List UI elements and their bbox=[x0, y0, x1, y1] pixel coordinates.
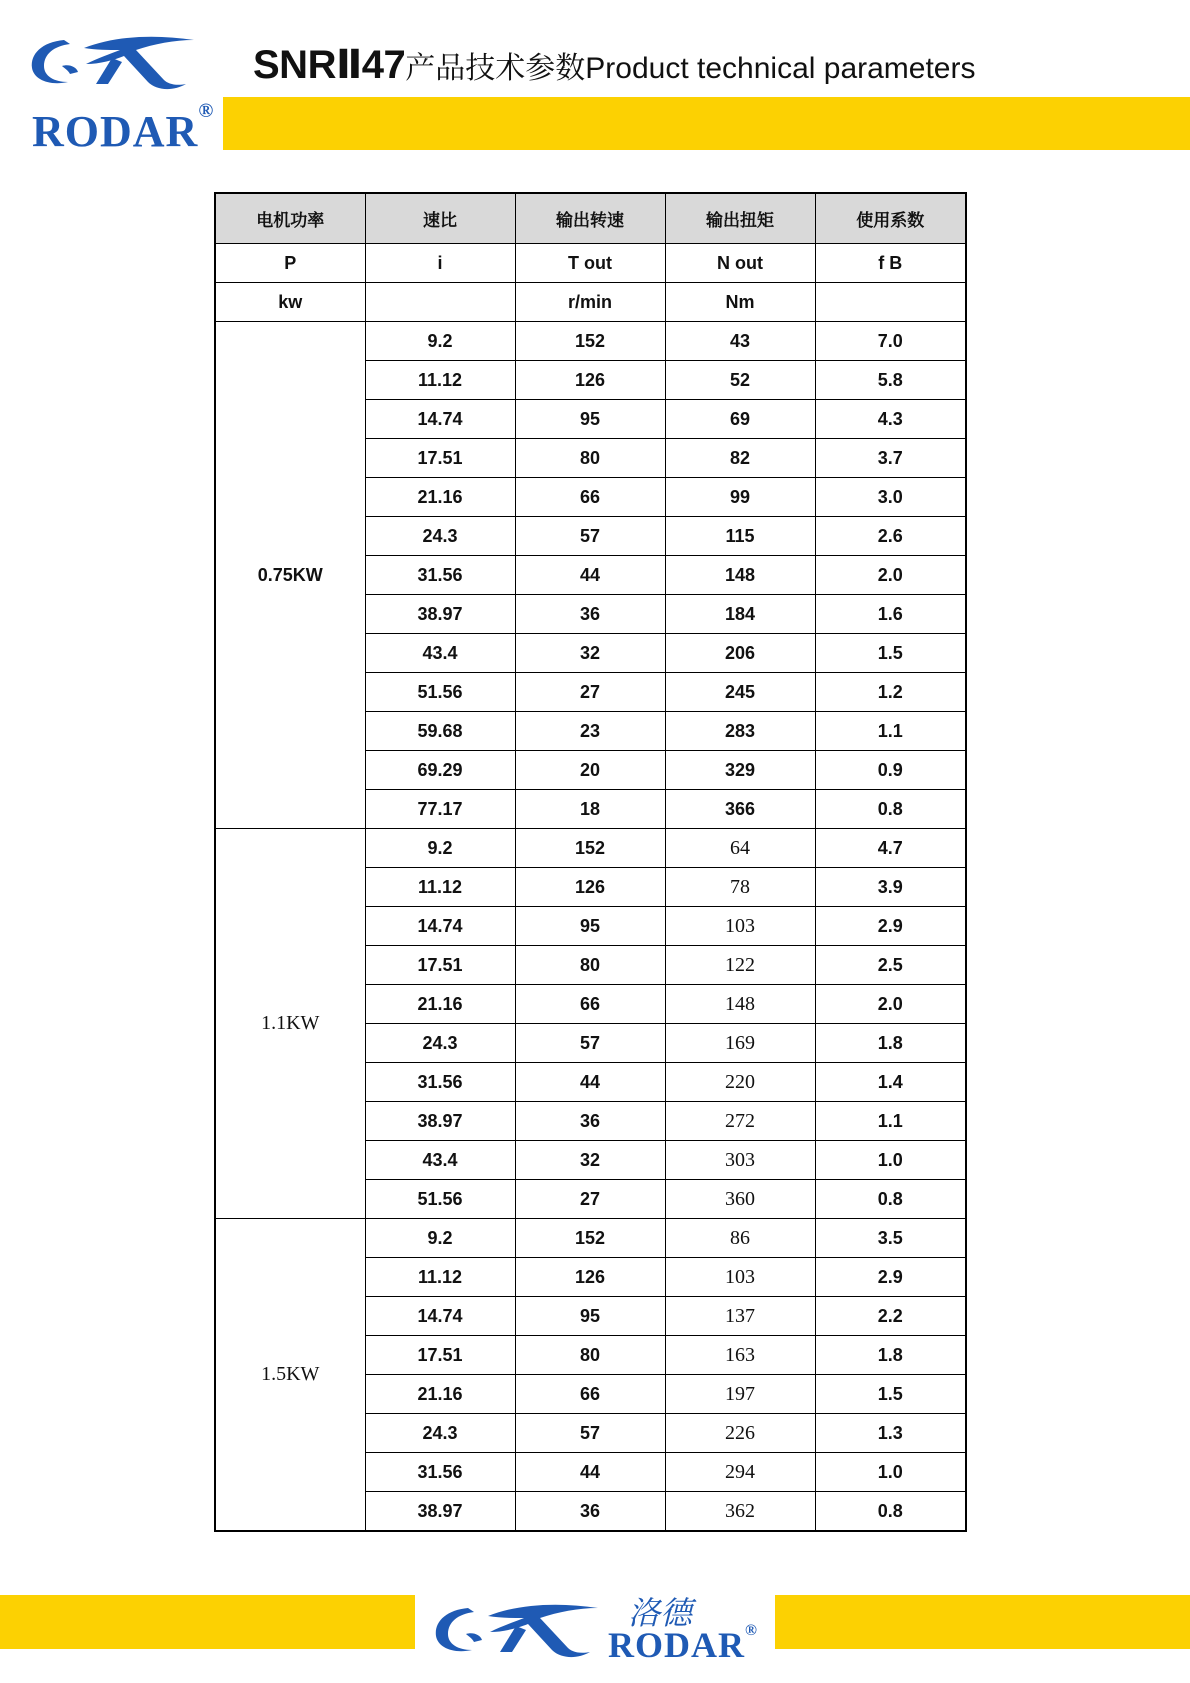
output-speed-cell: 66 bbox=[515, 1375, 665, 1414]
ratio-cell: 21.16 bbox=[365, 478, 515, 517]
service-factor-cell: 3.0 bbox=[815, 478, 966, 517]
output-speed-cell: 95 bbox=[515, 1297, 665, 1336]
service-factor-cell: 1.2 bbox=[815, 673, 966, 712]
rodar-logo bbox=[24, 28, 214, 158]
output-torque-cell: 69 bbox=[665, 400, 815, 439]
service-factor-cell: 4.7 bbox=[815, 829, 966, 868]
output-speed-cell: 152 bbox=[515, 322, 665, 361]
header-cell: 使用系数 bbox=[815, 193, 966, 244]
output-speed-cell: 44 bbox=[515, 556, 665, 595]
output-torque-cell: 52 bbox=[665, 361, 815, 400]
service-factor-cell: 2.5 bbox=[815, 946, 966, 985]
output-torque-cell: 362 bbox=[665, 1492, 815, 1532]
header-cell: r/min bbox=[515, 283, 665, 322]
service-factor-cell: 2.9 bbox=[815, 1258, 966, 1297]
ratio-cell: 21.16 bbox=[365, 985, 515, 1024]
output-torque-cell: 245 bbox=[665, 673, 815, 712]
header-cell: 电机功率 bbox=[215, 193, 365, 244]
output-speed-cell: 32 bbox=[515, 1141, 665, 1180]
page-title bbox=[253, 42, 976, 88]
output-torque-cell: 220 bbox=[665, 1063, 815, 1102]
motor-power-cell: 0.75KW bbox=[215, 322, 365, 829]
ratio-cell: 43.4 bbox=[365, 634, 515, 673]
output-speed-cell: 36 bbox=[515, 595, 665, 634]
service-factor-cell: 3.5 bbox=[815, 1219, 966, 1258]
output-torque-cell: 148 bbox=[665, 556, 815, 595]
service-factor-cell: 1.8 bbox=[815, 1336, 966, 1375]
ratio-cell: 11.12 bbox=[365, 361, 515, 400]
ratio-cell: 38.97 bbox=[365, 1492, 515, 1532]
service-factor-cell: 2.9 bbox=[815, 907, 966, 946]
output-speed-cell: 44 bbox=[515, 1063, 665, 1102]
ratio-cell: 24.3 bbox=[365, 1414, 515, 1453]
ratio-cell: 11.12 bbox=[365, 1258, 515, 1297]
output-speed-cell: 152 bbox=[515, 1219, 665, 1258]
output-speed-cell: 57 bbox=[515, 1414, 665, 1453]
output-torque-cell: 103 bbox=[665, 1258, 815, 1297]
service-factor-cell: 1.3 bbox=[815, 1414, 966, 1453]
output-speed-cell: 80 bbox=[515, 1336, 665, 1375]
output-torque-cell: 148 bbox=[665, 985, 815, 1024]
output-torque-cell: 283 bbox=[665, 712, 815, 751]
ratio-cell: 31.56 bbox=[365, 556, 515, 595]
output-torque-cell: 360 bbox=[665, 1180, 815, 1219]
output-speed-cell: 27 bbox=[515, 673, 665, 712]
output-speed-cell: 23 bbox=[515, 712, 665, 751]
output-torque-cell: 294 bbox=[665, 1453, 815, 1492]
ratio-cell: 51.56 bbox=[365, 673, 515, 712]
ratio-cell: 24.3 bbox=[365, 1024, 515, 1063]
service-factor-cell: 7.0 bbox=[815, 322, 966, 361]
header-cell: i bbox=[365, 244, 515, 283]
output-speed-cell: 95 bbox=[515, 400, 665, 439]
ratio-cell: 69.29 bbox=[365, 751, 515, 790]
header-cell: 速比 bbox=[365, 193, 515, 244]
ratio-cell: 17.51 bbox=[365, 1336, 515, 1375]
ratio-cell: 11.12 bbox=[365, 868, 515, 907]
output-torque-cell: 272 bbox=[665, 1102, 815, 1141]
output-speed-cell: 66 bbox=[515, 985, 665, 1024]
header-cell: f B bbox=[815, 244, 966, 283]
output-torque-cell: 86 bbox=[665, 1219, 815, 1258]
ratio-cell: 38.97 bbox=[365, 595, 515, 634]
ratio-cell: 14.74 bbox=[365, 1297, 515, 1336]
output-speed-cell: 152 bbox=[515, 829, 665, 868]
footer-accent-bar-right bbox=[775, 1595, 1190, 1649]
output-torque-cell: 206 bbox=[665, 634, 815, 673]
service-factor-cell: 1.4 bbox=[815, 1063, 966, 1102]
ratio-cell: 9.2 bbox=[365, 829, 515, 868]
output-torque-cell: 137 bbox=[665, 1297, 815, 1336]
ratio-cell: 21.16 bbox=[365, 1375, 515, 1414]
output-torque-cell: 43 bbox=[665, 322, 815, 361]
output-speed-cell: 18 bbox=[515, 790, 665, 829]
header-row-symbol bbox=[215, 244, 966, 283]
service-factor-cell: 1.0 bbox=[815, 1141, 966, 1180]
service-factor-cell: 5.8 bbox=[815, 361, 966, 400]
service-factor-cell: 0.8 bbox=[815, 1492, 966, 1532]
output-speed-cell: 32 bbox=[515, 634, 665, 673]
header-accent-bar bbox=[223, 97, 1190, 150]
output-speed-cell: 80 bbox=[515, 439, 665, 478]
motor-power-cell: 1.1KW bbox=[215, 829, 365, 1219]
service-factor-cell: 4.3 bbox=[815, 400, 966, 439]
ratio-cell: 77.17 bbox=[365, 790, 515, 829]
ratio-cell: 24.3 bbox=[365, 517, 515, 556]
ratio-cell: 14.74 bbox=[365, 907, 515, 946]
output-torque-cell: 184 bbox=[665, 595, 815, 634]
output-torque-cell: 366 bbox=[665, 790, 815, 829]
ratio-cell: 17.51 bbox=[365, 439, 515, 478]
header-cell: N out bbox=[665, 244, 815, 283]
service-factor-cell: 1.8 bbox=[815, 1024, 966, 1063]
output-torque-cell: 115 bbox=[665, 517, 815, 556]
header-cell bbox=[815, 283, 966, 322]
spec-table bbox=[214, 192, 967, 1532]
header-row-cn bbox=[215, 193, 966, 244]
output-speed-cell: 126 bbox=[515, 361, 665, 400]
output-speed-cell: 36 bbox=[515, 1102, 665, 1141]
header-cell: 输出扭矩 bbox=[665, 193, 815, 244]
service-factor-cell: 0.9 bbox=[815, 751, 966, 790]
ratio-cell: 59.68 bbox=[365, 712, 515, 751]
header-row-unit bbox=[215, 283, 966, 322]
output-torque-cell: 329 bbox=[665, 751, 815, 790]
output-torque-cell: 163 bbox=[665, 1336, 815, 1375]
table-row bbox=[215, 829, 966, 868]
table-row bbox=[215, 1219, 966, 1258]
output-torque-cell: 103 bbox=[665, 907, 815, 946]
ratio-cell: 38.97 bbox=[365, 1102, 515, 1141]
service-factor-cell: 1.0 bbox=[815, 1453, 966, 1492]
output-speed-cell: 66 bbox=[515, 478, 665, 517]
motor-power-cell: 1.5KW bbox=[215, 1219, 365, 1532]
header-cell: kw bbox=[215, 283, 365, 322]
ratio-cell: 17.51 bbox=[365, 946, 515, 985]
output-speed-cell: 44 bbox=[515, 1453, 665, 1492]
header-cell bbox=[365, 283, 515, 322]
ratio-cell: 9.2 bbox=[365, 322, 515, 361]
ratio-cell: 14.74 bbox=[365, 400, 515, 439]
service-factor-cell: 2.0 bbox=[815, 556, 966, 595]
ratio-cell: 31.56 bbox=[365, 1453, 515, 1492]
service-factor-cell: 1.1 bbox=[815, 1102, 966, 1141]
output-torque-cell: 64 bbox=[665, 829, 815, 868]
header-cell: Nm bbox=[665, 283, 815, 322]
rodar-swoosh-icon bbox=[428, 1596, 608, 1666]
rodar-swoosh-icon bbox=[24, 28, 204, 98]
brand-name-cn: 洛德 bbox=[628, 1594, 693, 1632]
service-factor-cell: 2.6 bbox=[815, 517, 966, 556]
service-factor-cell: 1.6 bbox=[815, 595, 966, 634]
header-cell: P bbox=[215, 244, 365, 283]
output-speed-cell: 27 bbox=[515, 1180, 665, 1219]
output-speed-cell: 36 bbox=[515, 1492, 665, 1532]
service-factor-cell: 2.2 bbox=[815, 1297, 966, 1336]
output-torque-cell: 169 bbox=[665, 1024, 815, 1063]
output-speed-cell: 126 bbox=[515, 1258, 665, 1297]
output-speed-cell: 57 bbox=[515, 1024, 665, 1063]
table-row bbox=[215, 322, 966, 361]
title-text: 产品技术参数Product technical parameters bbox=[405, 52, 976, 85]
ratio-cell: 9.2 bbox=[365, 1219, 515, 1258]
service-factor-cell: 0.8 bbox=[815, 1180, 966, 1219]
ratio-cell: 31.56 bbox=[365, 1063, 515, 1102]
service-factor-cell: 0.8 bbox=[815, 790, 966, 829]
output-torque-cell: 303 bbox=[665, 1141, 815, 1180]
model-name: SNRⅡ47 bbox=[253, 43, 406, 87]
service-factor-cell: 3.7 bbox=[815, 439, 966, 478]
header-cell: T out bbox=[515, 244, 665, 283]
output-speed-cell: 57 bbox=[515, 517, 665, 556]
output-speed-cell: 126 bbox=[515, 868, 665, 907]
header-cell: 输出转速 bbox=[515, 193, 665, 244]
service-factor-cell: 1.5 bbox=[815, 1375, 966, 1414]
service-factor-cell: 1.5 bbox=[815, 634, 966, 673]
output-speed-cell: 20 bbox=[515, 751, 665, 790]
output-torque-cell: 99 bbox=[665, 478, 815, 517]
footer-accent-bar-left bbox=[0, 1595, 415, 1649]
ratio-cell: 43.4 bbox=[365, 1141, 515, 1180]
brand-name-footer: RODAR® bbox=[608, 1622, 758, 1665]
brand-name: RODAR® bbox=[32, 100, 215, 156]
output-torque-cell: 197 bbox=[665, 1375, 815, 1414]
output-speed-cell: 80 bbox=[515, 946, 665, 985]
output-torque-cell: 82 bbox=[665, 439, 815, 478]
service-factor-cell: 2.0 bbox=[815, 985, 966, 1024]
ratio-cell: 51.56 bbox=[365, 1180, 515, 1219]
output-torque-cell: 78 bbox=[665, 868, 815, 907]
service-factor-cell: 1.1 bbox=[815, 712, 966, 751]
output-speed-cell: 95 bbox=[515, 907, 665, 946]
output-torque-cell: 122 bbox=[665, 946, 815, 985]
rodar-logo-footer bbox=[428, 1588, 768, 1678]
service-factor-cell: 3.9 bbox=[815, 868, 966, 907]
output-torque-cell: 226 bbox=[665, 1414, 815, 1453]
